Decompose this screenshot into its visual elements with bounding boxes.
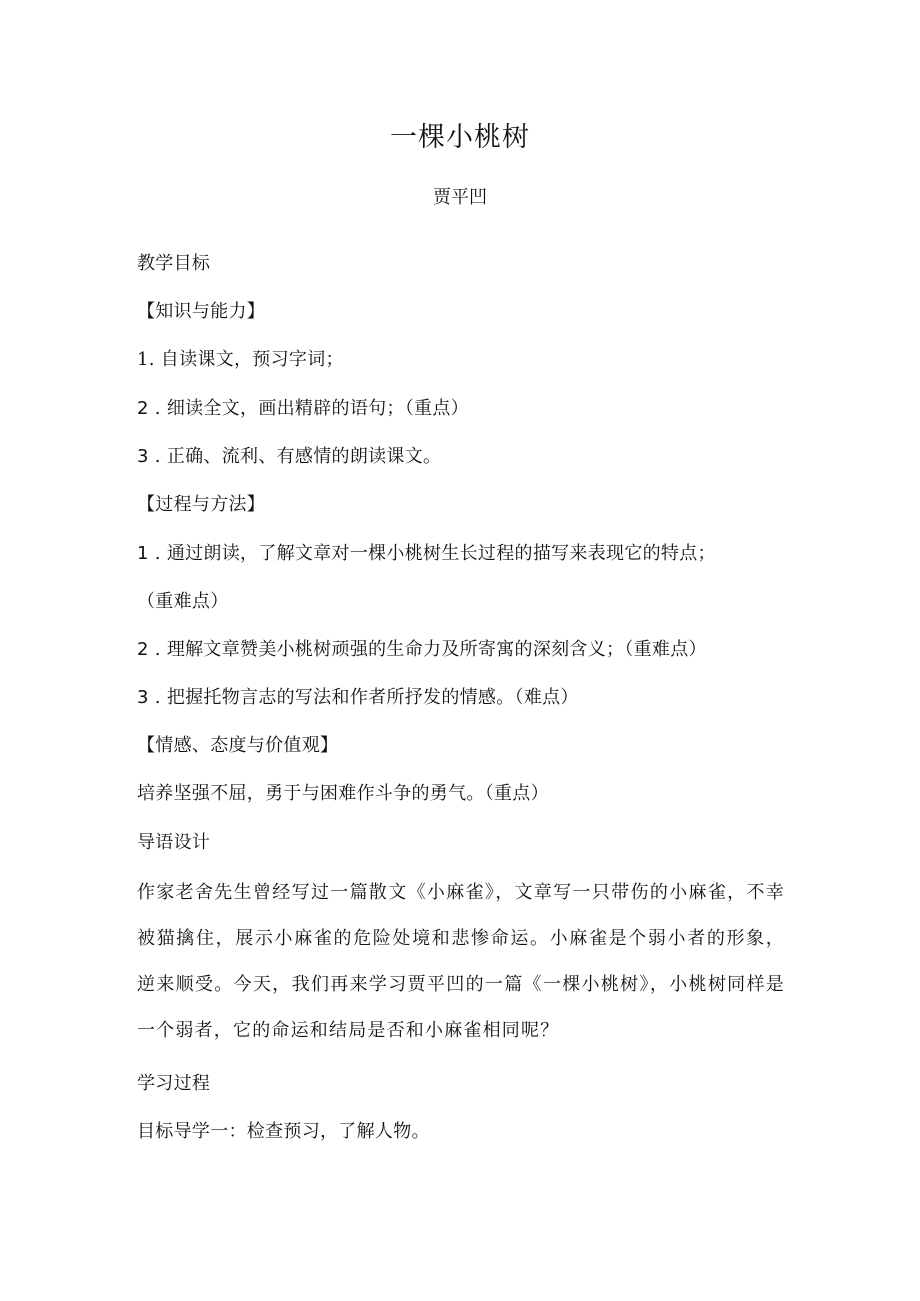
document-title: 一棵小桃树 [390,122,530,153]
process-method-heading: 【过程与方法】 [137,494,266,515]
item-text: . 把握托物言志的写法和作者所抒发的情感。（难点） [148,687,579,708]
knowledge-item-2 [137,395,797,423]
item-text: . 正确、流利、有感情的朗读课文。 [148,446,442,467]
author-name: 贾平凹 [433,187,487,208]
item-number: 3 [137,446,149,467]
item-text: . 通过朗读，了解文章对一棵小桃树生长过程的描写来表现它的特点； [148,543,716,564]
emotion-text: 培养坚强不屈，勇于与困难作斗争的勇气。（重点） [137,783,549,804]
item-number: 3 [137,687,149,708]
knowledge-item-3 [137,443,797,471]
item-text: . 细读全文，画出精辟的语句；（重点） [148,398,469,419]
intro-heading: 导语设计 [137,832,211,853]
teaching-goals-heading: 教学目标 [137,253,211,274]
process-item-3 [137,684,797,712]
item-number: 1 [137,543,149,564]
emotion-attitude-heading: 【情感、态度与价值观】 [137,735,339,756]
intro-paragraph: 作家老舍先生曾经写过一篇散文《小麻雀》，文章写一只带伤的小麻雀，不幸被猫擒住，展示小麻雀的危险处境和悲惨命运。小麻雀是个弱小者的形象，逆来顺受。今天，我们再来学习贾平凹的一篇《一棵小桃树》，小桃树同样是一个弱者，它的命运和结局是否和小麻雀相同呢？ [137,882,785,1041]
item-number: 2 [137,398,149,419]
process-item-2 [137,636,797,664]
goal-one: 目标导学一：检查预习，了解人物。 [137,1121,430,1142]
item-number: 2 [137,639,149,660]
knowledge-item-1: 1. 自读课文，预习字词； [137,349,344,370]
knowledge-ability-heading: 【知识与能力】 [137,301,266,322]
item-text: . 理解文章赞美小桃树顽强的生命力及所寄寓的深刻含义；（重难点） [148,639,707,660]
learning-process-heading: 学习过程 [137,1073,211,1094]
process-item-1-continued: （重难点） [137,591,229,612]
process-item-1 [137,540,797,568]
